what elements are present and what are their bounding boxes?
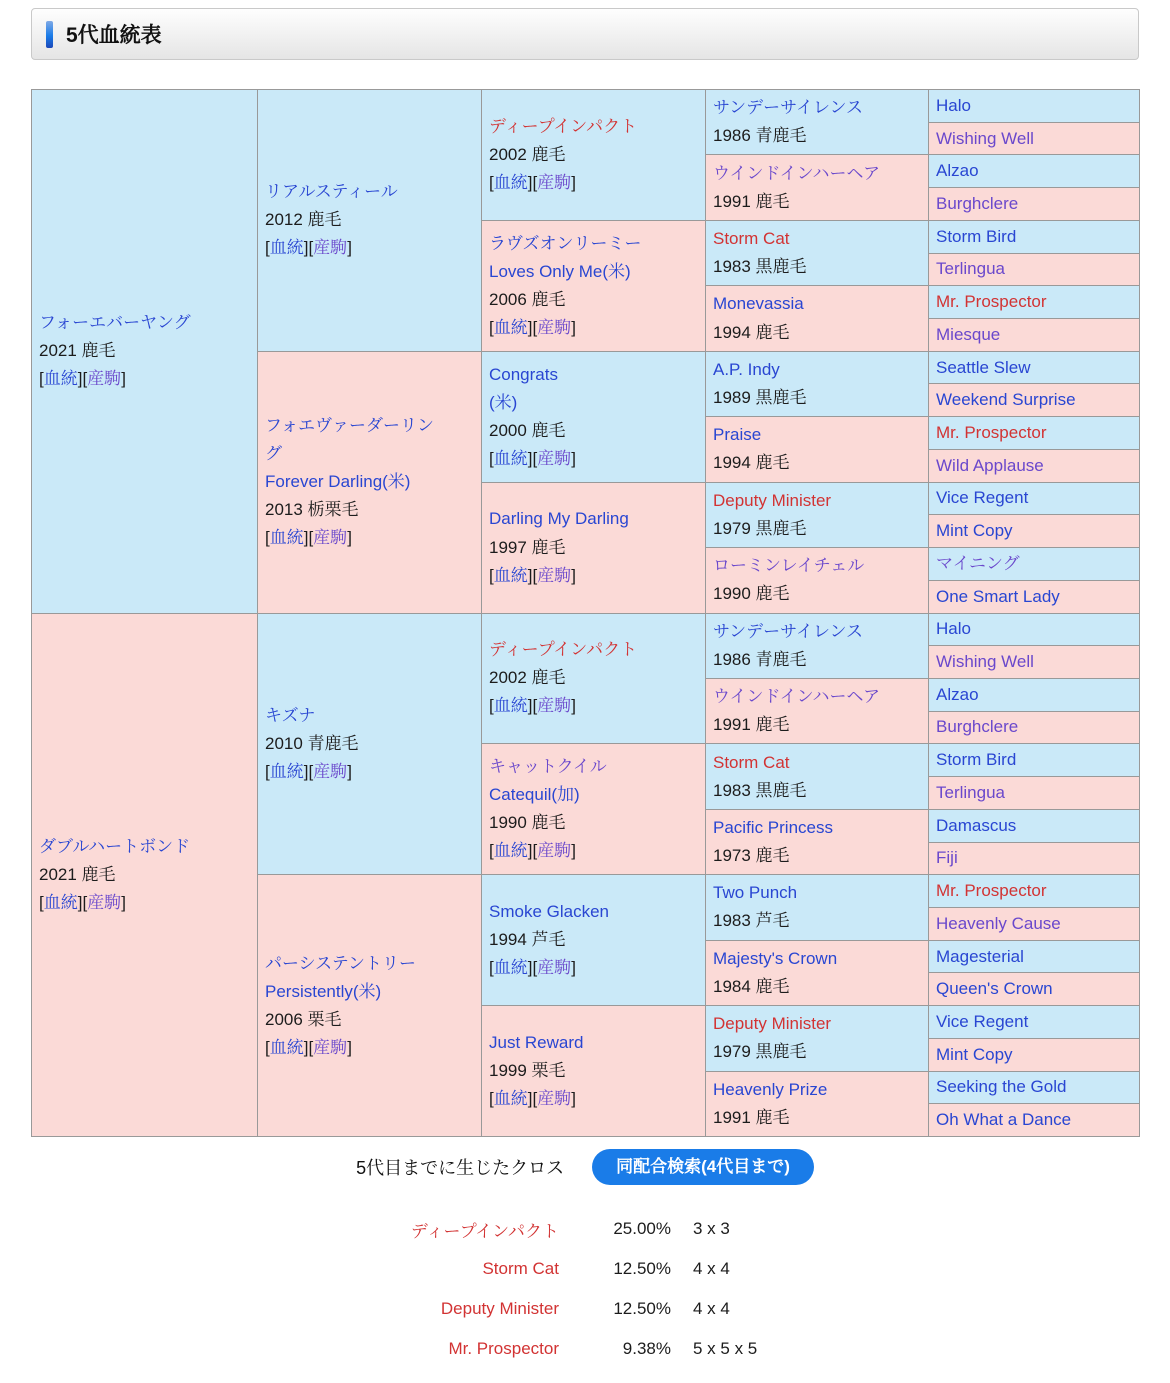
horse-name-link[interactable]: Praise [713, 425, 762, 445]
cross-section-label: 5代目までに生じたクロス [356, 1158, 565, 1178]
horse-name-link[interactable]: ダブルハートボンド [39, 836, 191, 856]
cell-links: [血統][産駒] [265, 528, 352, 548]
blood-link[interactable]: 血統 [493, 172, 528, 192]
pedigree-cell-gen5 [929, 1104, 1140, 1137]
horse-name-link[interactable]: ウインドインハーヘア [713, 163, 880, 183]
cross-horse-name: Deputy Minister [440, 1299, 559, 1318]
pedigree-cell-gen5 [929, 122, 1140, 155]
horse-name-link[interactable]: グ [265, 444, 282, 464]
cross-row [31, 1209, 1139, 1249]
horse-name-link[interactable]: ディープインパクト [489, 640, 638, 660]
cell-links: [血統][産駒] [489, 172, 576, 192]
horse-name-link[interactable]: Deputy Minister [713, 1014, 832, 1034]
pedigree-cell-gen4 [706, 1006, 929, 1071]
birth-year-coat: 1991 鹿毛 [713, 191, 790, 211]
horse-name-link[interactable]: Storm Cat [713, 752, 790, 772]
pedigree-cell-gen5 [929, 417, 1140, 450]
cell-links: [血統][産駒] [489, 1089, 576, 1109]
horse-name-link[interactable]: One Smart Lady [936, 586, 1060, 606]
offspring-link[interactable]: 産駒 [313, 1037, 348, 1057]
cell-links: [血統][産駒] [489, 696, 576, 716]
pedigree-cell-gen2 [258, 613, 482, 875]
pedigree-cell-gen2 [258, 90, 482, 352]
horse-name-link[interactable]: フォーエバーヤング [39, 313, 191, 333]
horse-name-link[interactable]: Mint Copy [936, 1044, 1013, 1064]
offspring-link[interactable]: 産駒 [537, 172, 572, 192]
blood-link[interactable]: 血統 [43, 369, 78, 389]
horse-name-link[interactable]: ローミンレイチェル [713, 556, 865, 576]
birth-year-coat: 1986 青鹿毛 [713, 649, 807, 669]
birth-year-coat: 1997 鹿毛 [489, 537, 566, 557]
pedigree-cell-gen5 [929, 875, 1140, 908]
birth-year-coat: 1989 黒鹿毛 [713, 387, 807, 407]
cross-percentage: 25.00% [613, 1219, 671, 1238]
blood-link[interactable]: 血統 [493, 841, 528, 861]
blood-link[interactable]: 血統 [493, 696, 528, 716]
horse-name-link[interactable]: Just Reward [489, 1032, 584, 1052]
birth-year-coat: 2012 鹿毛 [265, 210, 342, 230]
blood-link[interactable]: 血統 [493, 1089, 528, 1109]
cross-percentage: 12.50% [613, 1299, 671, 1318]
horse-name-link[interactable]: Deputy Minister [713, 490, 832, 510]
pedigree-cell-gen5 [929, 548, 1140, 581]
horse-name-link[interactable]: ディープインパクト [489, 116, 638, 136]
cell-links: [血統][産駒] [39, 892, 126, 912]
horse-name-link[interactable]: Magesterial [936, 946, 1024, 966]
horse-name-link[interactable]: Oh What a Dance [936, 1110, 1072, 1130]
birth-year-coat: 1994 鹿毛 [713, 453, 790, 473]
horse-name-link[interactable]: Seattle Slew [936, 357, 1031, 377]
birth-year-coat: 1979 黒鹿毛 [713, 518, 807, 538]
horse-name-link[interactable]: Wishing Well [936, 652, 1034, 672]
offspring-link[interactable]: 産駒 [87, 369, 122, 389]
pedigree-cell-gen4 [706, 613, 929, 678]
pedigree-cell-gen5 [929, 1006, 1140, 1039]
horse-name-link[interactable]: Vice Regent [936, 1011, 1029, 1031]
pedigree-cell-gen4 [706, 220, 929, 285]
pedigree-cell-gen5 [929, 482, 1140, 515]
horse-name-link[interactable]: パーシステントリー [265, 953, 416, 973]
birth-year-coat: 1991 鹿毛 [713, 715, 790, 735]
cross-row [31, 1289, 1139, 1329]
offspring-link[interactable]: 産駒 [537, 448, 572, 468]
birth-year-coat: 1983 黒鹿毛 [713, 257, 807, 277]
pedigree-cell-gen5 [929, 842, 1140, 875]
birth-year-coat: 2006 栗毛 [265, 1009, 342, 1029]
page-content [31, 8, 1139, 1369]
horse-name-link[interactable]: Weekend Surprise [936, 390, 1076, 410]
pedigree-cell-gen5 [929, 515, 1140, 548]
blood-link[interactable]: 血統 [493, 317, 528, 337]
blood-link[interactable]: 血統 [493, 448, 528, 468]
pedigree-cell-gen4 [706, 809, 929, 874]
pedigree-cell-gen3 [482, 220, 706, 351]
pedigree-cell-gen4 [706, 286, 929, 351]
birth-year-coat: 1991 鹿毛 [713, 1107, 790, 1127]
cell-links: [血統][産駒] [265, 238, 352, 258]
pedigree-cell-gen5 [929, 613, 1140, 646]
pedigree-cell-gen5 [929, 1038, 1140, 1071]
pedigree-cell-gen1 [32, 90, 258, 614]
birth-year-coat: 2013 栃栗毛 [265, 500, 359, 520]
pedigree-cell-gen5 [929, 253, 1140, 286]
pedigree-cell-gen5 [929, 711, 1140, 744]
cell-links: [血統][産駒] [39, 369, 126, 389]
horse-name-link[interactable]: Congrats [489, 364, 558, 384]
pedigree-cell-gen4 [706, 155, 929, 220]
pedigree-row [32, 613, 1140, 646]
offspring-link[interactable]: 産駒 [537, 841, 572, 861]
horse-name-link[interactable]: Wishing Well [936, 128, 1034, 148]
birth-year-coat: 1983 黒鹿毛 [713, 780, 807, 800]
cross-pattern: 5 x 5 x 5 [693, 1339, 758, 1358]
pedigree-cell-gen5 [929, 777, 1140, 810]
pedigree-cell-gen5 [929, 384, 1140, 417]
horse-name-link[interactable]: Mint Copy [936, 521, 1013, 541]
horse-name-link[interactable]: (米) [489, 392, 518, 412]
page-title: 5代血統表 [66, 24, 162, 47]
offspring-link[interactable]: 産駒 [537, 696, 572, 716]
horse-name-link[interactable]: Persistently(米) [265, 981, 382, 1001]
horse-name-link[interactable]: ウインドインハーヘア [713, 687, 880, 707]
same-mating-search-button[interactable]: 同配合検索(4代目まで) [592, 1149, 814, 1185]
cross-pattern: 4 x 4 [693, 1299, 730, 1318]
horse-name-link[interactable]: Heavenly Cause [936, 913, 1061, 933]
birth-year-coat: 2006 鹿毛 [489, 289, 566, 309]
horse-name-link[interactable]: Darling My Darling [489, 509, 629, 529]
horse-name-link[interactable]: Forever Darling(米) [265, 472, 411, 492]
birth-year-coat: 1979 黒鹿毛 [713, 1042, 807, 1062]
pedigree-cell-gen5 [929, 286, 1140, 319]
pedigree-cell-gen3 [482, 90, 706, 221]
horse-name-link[interactable]: Loves Only Me(米) [489, 261, 631, 281]
horse-name-link[interactable]: キズナ [265, 705, 316, 725]
cross-horse-name: ディープインパクト [410, 1221, 559, 1241]
cross-row [31, 1249, 1139, 1289]
horse-name-link[interactable]: Pacific Princess [713, 817, 833, 837]
offspring-link[interactable]: 産駒 [537, 565, 572, 585]
horse-name-link[interactable]: Terlingua [936, 259, 1005, 279]
horse-name-link[interactable]: Terlingua [936, 782, 1005, 802]
horse-name-link[interactable]: Mr. Prospector [936, 292, 1047, 312]
pedigree-cell-gen5 [929, 678, 1140, 711]
horse-name-link[interactable]: Vice Regent [936, 488, 1029, 508]
birth-year-coat: 2021 鹿毛 [39, 341, 116, 361]
horse-name-link[interactable]: Alzao [936, 684, 979, 704]
pedigree-cell-gen5 [929, 580, 1140, 613]
pedigree-cell-gen5 [929, 1071, 1140, 1104]
birth-year-coat: 1973 鹿毛 [713, 846, 790, 866]
horse-name-link[interactable]: Damascus [936, 815, 1017, 835]
horse-name-link[interactable]: Storm Bird [936, 226, 1017, 246]
birth-year-coat: 2010 青鹿毛 [265, 733, 359, 753]
horse-name-link[interactable]: Storm Cat [713, 229, 790, 249]
pedigree-cell-gen4 [706, 482, 929, 547]
pedigree-cell-gen3 [482, 351, 706, 482]
pedigree-cell-gen5 [929, 155, 1140, 188]
birth-year-coat: 1984 鹿毛 [713, 976, 790, 996]
cell-links: [血統][産駒] [489, 448, 576, 468]
pedigree-cell-gen5 [929, 188, 1140, 221]
cross-pattern: 3 x 3 [693, 1219, 730, 1238]
pedigree-cell-gen5 [929, 907, 1140, 940]
pedigree-cell-gen5 [929, 220, 1140, 253]
pedigree-cell-gen5 [929, 744, 1140, 777]
horse-name-link[interactable]: サンデーサイレンス [713, 98, 864, 118]
horse-name-link[interactable]: Two Punch [713, 883, 798, 903]
birth-year-coat: 1990 鹿毛 [489, 813, 566, 833]
cross-header-row [31, 1149, 1139, 1185]
offspring-link[interactable]: 産駒 [87, 892, 122, 912]
pedigree-cell-gen5 [929, 646, 1140, 679]
horse-name-link[interactable]: Heavenly Prize [713, 1079, 828, 1099]
offspring-link[interactable]: 産駒 [313, 761, 348, 781]
horse-name-link[interactable]: Smoke Glacken [489, 902, 609, 922]
blood-link[interactable]: 血統 [493, 958, 528, 978]
horse-name-link[interactable]: Burghclere [936, 717, 1019, 737]
horse-name-link[interactable]: Burghclere [936, 193, 1019, 213]
birth-year-coat: 1999 栗毛 [489, 1061, 566, 1081]
pedigree-row [32, 90, 1140, 123]
pedigree-cell-gen5 [929, 351, 1140, 384]
pedigree-cell-gen3 [482, 1006, 706, 1137]
pedigree-cell-gen1 [32, 613, 258, 1137]
horse-name-link[interactable]: フォエヴァーダーリン [265, 416, 434, 435]
horse-name-link[interactable]: Fiji [936, 848, 958, 868]
blood-link[interactable]: 血統 [43, 892, 78, 912]
pedigree-cell-gen5 [929, 90, 1140, 123]
horse-name-link[interactable]: A.P. Indy [713, 359, 780, 379]
pedigree-cell-gen3 [482, 482, 706, 613]
cell-links: [血統][産駒] [489, 317, 576, 337]
birth-year-coat: 2000 鹿毛 [489, 420, 566, 440]
horse-name-link[interactable]: Halo [936, 619, 971, 639]
horse-name-link[interactable]: Halo [936, 95, 971, 115]
cross-list [31, 1209, 1139, 1369]
birth-year-coat: 2021 鹿毛 [39, 864, 116, 884]
offspring-link[interactable]: 産駒 [537, 958, 572, 978]
offspring-link[interactable]: 産駒 [313, 528, 348, 548]
horse-name-link[interactable]: マイニング [936, 553, 1020, 573]
pedigree-cell-gen2 [258, 351, 482, 613]
horse-name-link[interactable]: Queen's Crown [936, 979, 1053, 999]
pedigree-cell-gen5 [929, 973, 1140, 1006]
horse-name-link[interactable]: ラヴズオンリーミー [489, 233, 642, 253]
cross-percentage: 9.38% [622, 1339, 671, 1358]
pedigree-cell-gen4 [706, 1071, 929, 1136]
cell-links: [血統][産駒] [265, 761, 352, 781]
cross-horse-name: Mr. Prospector [448, 1339, 559, 1358]
cell-links: [血統][産駒] [489, 841, 576, 861]
blood-link[interactable]: 血統 [269, 528, 304, 548]
cross-percentage: 12.50% [613, 1259, 671, 1278]
birth-year-coat: 1986 青鹿毛 [713, 126, 807, 146]
cross-row [31, 1329, 1139, 1369]
birth-year-coat: 2002 鹿毛 [489, 144, 566, 164]
blood-link[interactable]: 血統 [269, 761, 304, 781]
horse-name-link[interactable]: リアルスティール [265, 182, 398, 202]
pedigree-cell-gen3 [482, 875, 706, 1006]
pedigree-cell-gen4 [706, 90, 929, 155]
pedigree-cell-gen2 [258, 875, 482, 1137]
pedigree-cell-gen5 [929, 449, 1140, 482]
horse-name-link[interactable]: Monevassia [713, 294, 804, 314]
birth-year-coat: 1994 鹿毛 [713, 322, 790, 342]
pedigree-cell-gen4 [706, 744, 929, 809]
blood-link[interactable]: 血統 [493, 565, 528, 585]
cross-pattern: 4 x 4 [693, 1259, 730, 1278]
horse-name-link[interactable]: Mr. Prospector [936, 881, 1047, 901]
pedigree-cell-gen3 [482, 613, 706, 744]
pedigree-cell-gen5 [929, 940, 1140, 973]
birth-year-coat: 1990 鹿毛 [713, 584, 790, 604]
pedigree-cell-gen4 [706, 940, 929, 1005]
cell-links: [血統][産駒] [489, 958, 576, 978]
horse-name-link[interactable]: Storm Bird [936, 750, 1017, 770]
offspring-link[interactable]: 産駒 [537, 1089, 572, 1109]
horse-name-link[interactable]: サンデーサイレンス [713, 621, 864, 641]
horse-name-link[interactable]: Majesty's Crown [713, 948, 838, 968]
cell-links: [血統][産駒] [265, 1037, 352, 1057]
horse-name-link[interactable]: Seeking the Gold [936, 1077, 1067, 1097]
horse-name-link[interactable]: キャットクイル [489, 757, 607, 777]
pedigree-cell-gen4 [706, 875, 929, 940]
pedigree-cell-gen5 [929, 319, 1140, 352]
offspring-link[interactable]: 産駒 [313, 238, 348, 258]
cell-links: [血統][産駒] [489, 565, 576, 585]
cross-horse-name: Storm Cat [482, 1259, 559, 1278]
pedigree-cell-gen4 [706, 351, 929, 416]
horse-name-link[interactable]: Alzao [936, 161, 979, 181]
horse-name-link[interactable]: Wild Applause [936, 455, 1044, 475]
section-header [31, 8, 1139, 60]
offspring-link[interactable]: 産駒 [537, 317, 572, 337]
horse-name-link[interactable]: Catequil(加) [489, 785, 580, 805]
horse-name-link[interactable]: Miesque [936, 324, 1001, 344]
pedigree-cell-gen3 [482, 744, 706, 875]
pedigree-cell-gen5 [929, 809, 1140, 842]
pedigree-cell-gen4 [706, 417, 929, 482]
birth-year-coat: 2002 鹿毛 [489, 668, 566, 688]
pedigree-cell-gen4 [706, 548, 929, 613]
birth-year-coat: 1994 芦毛 [489, 930, 566, 950]
blood-link[interactable]: 血統 [269, 238, 304, 258]
horse-name-link[interactable]: Mr. Prospector [936, 423, 1047, 443]
pedigree-cell-gen4 [706, 678, 929, 743]
blood-link[interactable]: 血統 [269, 1037, 304, 1057]
birth-year-coat: 1983 芦毛 [713, 911, 790, 931]
pedigree-table [31, 89, 1140, 1137]
accent-bar-icon [46, 21, 53, 48]
